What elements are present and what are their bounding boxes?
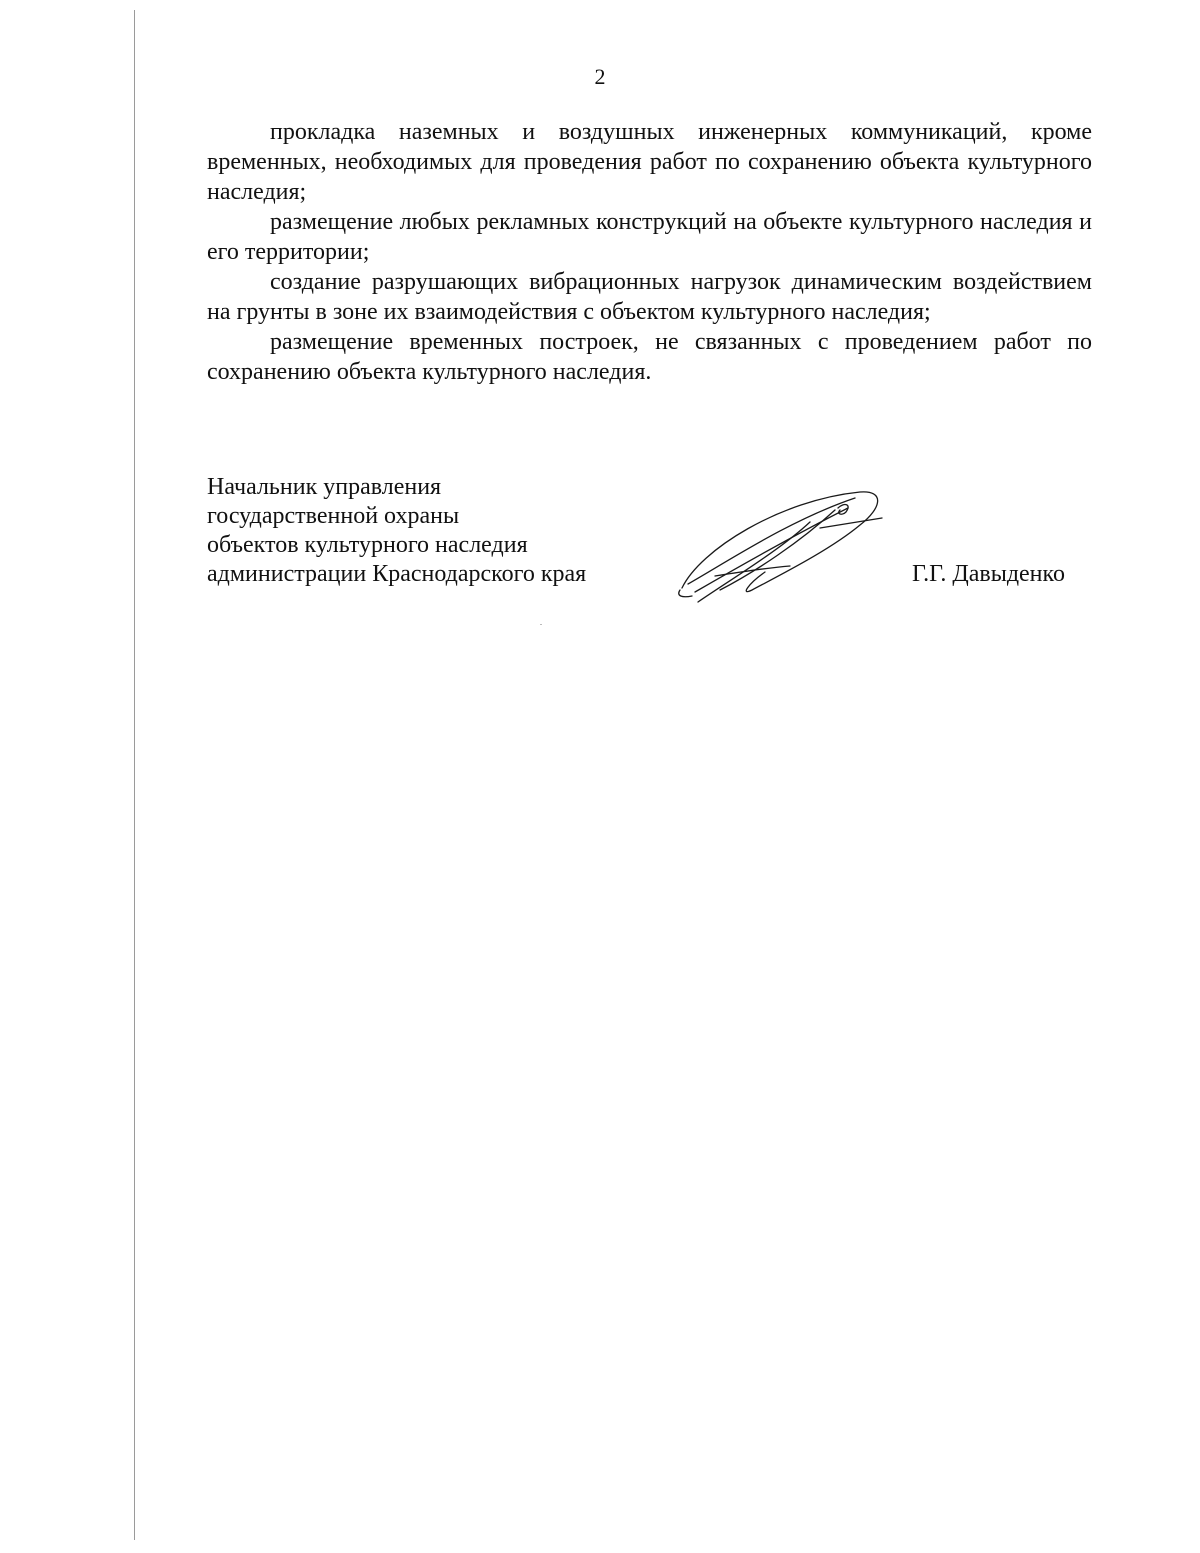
paragraph-communications: прокладка наземных и воздушных инженерных коммуникаций, кроме временных, необходимых для проведения работ по сохранению объекта культурного наследия; — [207, 119, 1092, 205]
binding-edge-line — [134, 10, 135, 1540]
paragraph-temporary-buildings: размещение временных построек, не связанных с проведением работ по сохранению объекта культурного наследия. — [207, 329, 1092, 385]
handwritten-signature — [670, 480, 890, 610]
position-line: Начальник управления — [207, 474, 442, 500]
signer-position — [207, 473, 586, 589]
document-body — [207, 117, 1092, 387]
paragraph-advertising: размещение любых рекламных конструкций на объекте культурного наследия и его территории; — [207, 209, 1092, 265]
paragraph-vibration-loads: создание разрушающих вибрационных нагрузок динамическим воздействием на грунты в зоне их взаимодействия с объектом культурного наследия; — [207, 269, 1092, 325]
scan-speck — [540, 624, 542, 625]
position-line: администрации Краснодарского края — [207, 561, 587, 587]
page-number: 2 — [594, 64, 606, 89]
position-line: государственной охраны — [207, 503, 460, 529]
position-line: объектов культурного наследия — [207, 532, 528, 558]
signer-name: Г.Г. Давыденко — [912, 561, 1065, 587]
